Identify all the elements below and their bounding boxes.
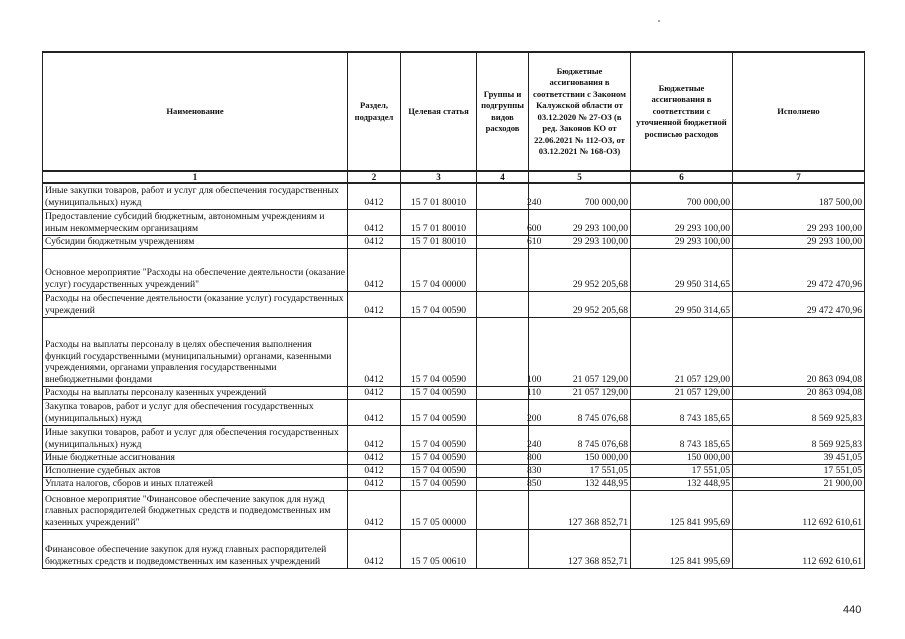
column-number: 7 xyxy=(733,171,865,183)
row-executed: 20 863 094,08 xyxy=(733,386,865,399)
row-budget-refined: 150 000,00 xyxy=(631,451,733,464)
row-section: 0412 xyxy=(348,386,401,399)
row-group: 610 xyxy=(477,235,529,248)
header-target-article: Целевая статья xyxy=(401,52,477,171)
row-budget-law: 8 745 076,68 xyxy=(529,425,631,451)
row-article: 15 7 04 00590 xyxy=(401,425,477,451)
row-budget-refined: 17 551,05 xyxy=(631,464,733,477)
row-budget-refined: 125 841 995,69 xyxy=(631,490,733,529)
row-article: 15 7 04 00590 xyxy=(401,386,477,399)
page-number: 440 xyxy=(843,604,862,616)
scan-artifact-dot xyxy=(658,20,660,22)
row-group: 240 xyxy=(477,183,529,209)
row-budget-law: 21 057 129,00 xyxy=(529,386,631,399)
row-name: Субсидии бюджетным учреждениям xyxy=(43,235,348,248)
row-budget-law: 700 000,00 xyxy=(529,183,631,209)
header-row xyxy=(43,52,865,171)
row-budget-law: 8 745 076,68 xyxy=(529,399,631,425)
table-row xyxy=(43,248,865,291)
row-executed: 17 551,05 xyxy=(733,464,865,477)
row-group: 850 xyxy=(477,477,529,490)
row-budget-law: 150 000,00 xyxy=(529,451,631,464)
row-article: 15 7 04 00590 xyxy=(401,464,477,477)
row-executed: 20 863 094,08 xyxy=(733,317,865,386)
table-row xyxy=(43,399,865,425)
row-budget-law: 21 057 129,00 xyxy=(529,317,631,386)
row-budget-refined: 29 950 314,65 xyxy=(631,248,733,291)
row-name: Исполнение судебных актов xyxy=(43,464,348,477)
row-executed: 29 293 100,00 xyxy=(733,235,865,248)
row-budget-refined: 132 448,95 xyxy=(631,477,733,490)
row-name: Расходы на обеспечение деятельности (оказание услуг) государственных учреждений xyxy=(43,291,348,317)
column-number-row xyxy=(43,171,865,183)
row-name: Иные бюджетные ассигнования xyxy=(43,451,348,464)
row-budget-law: 127 368 852,71 xyxy=(529,490,631,529)
row-name: Расходы на выплаты персоналу казенных учреждений xyxy=(43,386,348,399)
row-name: Иные закупки товаров, работ и услуг для обеспечения государственных (муниципальных) нужд xyxy=(43,183,348,209)
row-executed: 29 293 100,00 xyxy=(733,209,865,235)
column-number: 3 xyxy=(401,171,477,183)
row-budget-refined: 21 057 129,00 xyxy=(631,317,733,386)
row-section: 0412 xyxy=(348,248,401,291)
row-section: 0412 xyxy=(348,235,401,248)
row-section: 0412 xyxy=(348,425,401,451)
row-article: 15 7 04 00590 xyxy=(401,451,477,464)
row-budget-refined: 8 743 185,65 xyxy=(631,425,733,451)
row-article: 15 7 05 00610 xyxy=(401,529,477,568)
budget-table-container xyxy=(42,51,864,569)
row-group: 800 xyxy=(477,451,529,464)
row-executed: 112 692 610,61 xyxy=(733,490,865,529)
column-number: 4 xyxy=(477,171,529,183)
row-budget-law: 29 293 100,00 xyxy=(529,235,631,248)
row-group: 110 xyxy=(477,386,529,399)
table-header xyxy=(43,52,865,183)
row-name: Расходы на выплаты персоналу в целях обеспечения выполнения функций государственными (муниципальными) органами, казенными учреждениями, органами управления государственными внебюджетными фондами xyxy=(43,317,348,386)
row-executed: 39 451,05 xyxy=(733,451,865,464)
header-section: Раздел, подраздел xyxy=(348,52,401,171)
row-budget-law: 132 448,95 xyxy=(529,477,631,490)
row-executed: 21 900,00 xyxy=(733,477,865,490)
table-body xyxy=(43,183,865,568)
row-article: 15 7 04 00590 xyxy=(401,317,477,386)
row-name: Предоставление субсидий бюджетным, автономным учреждениям и иным некоммерческим организациям xyxy=(43,209,348,235)
table-row xyxy=(43,477,865,490)
row-section: 0412 xyxy=(348,529,401,568)
row-section: 0412 xyxy=(348,477,401,490)
row-section: 0412 xyxy=(348,291,401,317)
row-group: 240 xyxy=(477,425,529,451)
table-row xyxy=(43,183,865,209)
row-group: 100 xyxy=(477,317,529,386)
row-section: 0412 xyxy=(348,209,401,235)
header-name: Наименование xyxy=(43,52,348,171)
column-number: 5 xyxy=(529,171,631,183)
row-budget-law: 29 293 100,00 xyxy=(529,209,631,235)
row-article: 15 7 04 00000 xyxy=(401,248,477,291)
row-article: 15 7 04 00590 xyxy=(401,477,477,490)
row-budget-refined: 125 841 995,69 xyxy=(631,529,733,568)
row-name: Финансовое обеспечение закупок для нужд главных распорядителей бюджетных средств и подведомственных им казенных учреждений xyxy=(43,529,348,568)
row-section: 0412 xyxy=(348,464,401,477)
header-budget-law: Бюджетные ассигнования в соответствии с Законом Калужской области от 03.12.2020 № 27-ОЗ (в ред. Законов КО от 22.06.2021 № 112-ОЗ, от 03.12.2021 № 168-ОЗ) xyxy=(529,52,631,171)
row-name: Иные закупки товаров, работ и услуг для обеспечения государственных (муниципальных) нужд xyxy=(43,425,348,451)
row-executed: 8 569 925,83 xyxy=(733,399,865,425)
column-number: 1 xyxy=(43,171,348,183)
row-budget-law: 127 368 852,71 xyxy=(529,529,631,568)
budget-execution-table xyxy=(42,51,865,569)
table-row xyxy=(43,209,865,235)
row-group xyxy=(477,248,529,291)
row-executed: 29 472 470,96 xyxy=(733,291,865,317)
row-budget-refined: 29 293 100,00 xyxy=(631,209,733,235)
header-budget-refined: Бюджетные ассигнования в соответствии с уточненной бюджетной росписью расходов xyxy=(631,52,733,171)
row-group xyxy=(477,291,529,317)
row-budget-refined: 29 950 314,65 xyxy=(631,291,733,317)
column-number: 2 xyxy=(348,171,401,183)
header-expense-groups: Группы и подгруппы видов расходов xyxy=(477,52,529,171)
column-number: 6 xyxy=(631,171,733,183)
table-row xyxy=(43,464,865,477)
row-budget-refined: 8 743 185,65 xyxy=(631,399,733,425)
row-group: 830 xyxy=(477,464,529,477)
table-row xyxy=(43,386,865,399)
row-article: 15 7 04 00590 xyxy=(401,291,477,317)
row-group xyxy=(477,529,529,568)
row-section: 0412 xyxy=(348,399,401,425)
row-executed: 8 569 925,83 xyxy=(733,425,865,451)
table-row xyxy=(43,235,865,248)
table-row xyxy=(43,291,865,317)
row-budget-law: 29 952 205,68 xyxy=(529,248,631,291)
row-name: Уплата налогов, сборов и иных платежей xyxy=(43,477,348,490)
row-budget-refined: 29 293 100,00 xyxy=(631,235,733,248)
row-group: 200 xyxy=(477,399,529,425)
row-name: Основное мероприятие "Расходы на обеспечение деятельности (оказание услуг) государственных учреждений" xyxy=(43,248,348,291)
row-group: 600 xyxy=(477,209,529,235)
row-executed: 112 692 610,61 xyxy=(733,529,865,568)
row-article: 15 7 01 80010 xyxy=(401,183,477,209)
row-budget-refined: 21 057 129,00 xyxy=(631,386,733,399)
row-section: 0412 xyxy=(348,183,401,209)
row-section: 0412 xyxy=(348,317,401,386)
row-executed: 187 500,00 xyxy=(733,183,865,209)
table-row xyxy=(43,425,865,451)
row-name: Основное мероприятие "Финансовое обеспечение закупок для нужд главных распорядителей бюджетных средств и подведомственных им казенных учреждений" xyxy=(43,490,348,529)
table-row xyxy=(43,317,865,386)
row-group xyxy=(477,490,529,529)
row-article: 15 7 01 80010 xyxy=(401,209,477,235)
table-row xyxy=(43,451,865,464)
row-budget-refined: 700 000,00 xyxy=(631,183,733,209)
row-budget-law: 17 551,05 xyxy=(529,464,631,477)
row-name: Закупка товаров, работ и услуг для обеспечения государственных (муниципальных) нужд xyxy=(43,399,348,425)
row-article: 15 7 04 00590 xyxy=(401,399,477,425)
row-article: 15 7 01 80010 xyxy=(401,235,477,248)
row-budget-law: 29 952 205,68 xyxy=(529,291,631,317)
row-article: 15 7 05 00000 xyxy=(401,490,477,529)
row-section: 0412 xyxy=(348,451,401,464)
table-row xyxy=(43,490,865,529)
header-executed: Исполнено xyxy=(733,52,865,171)
row-section: 0412 xyxy=(348,490,401,529)
table-row xyxy=(43,529,865,568)
row-executed: 29 472 470,96 xyxy=(733,248,865,291)
